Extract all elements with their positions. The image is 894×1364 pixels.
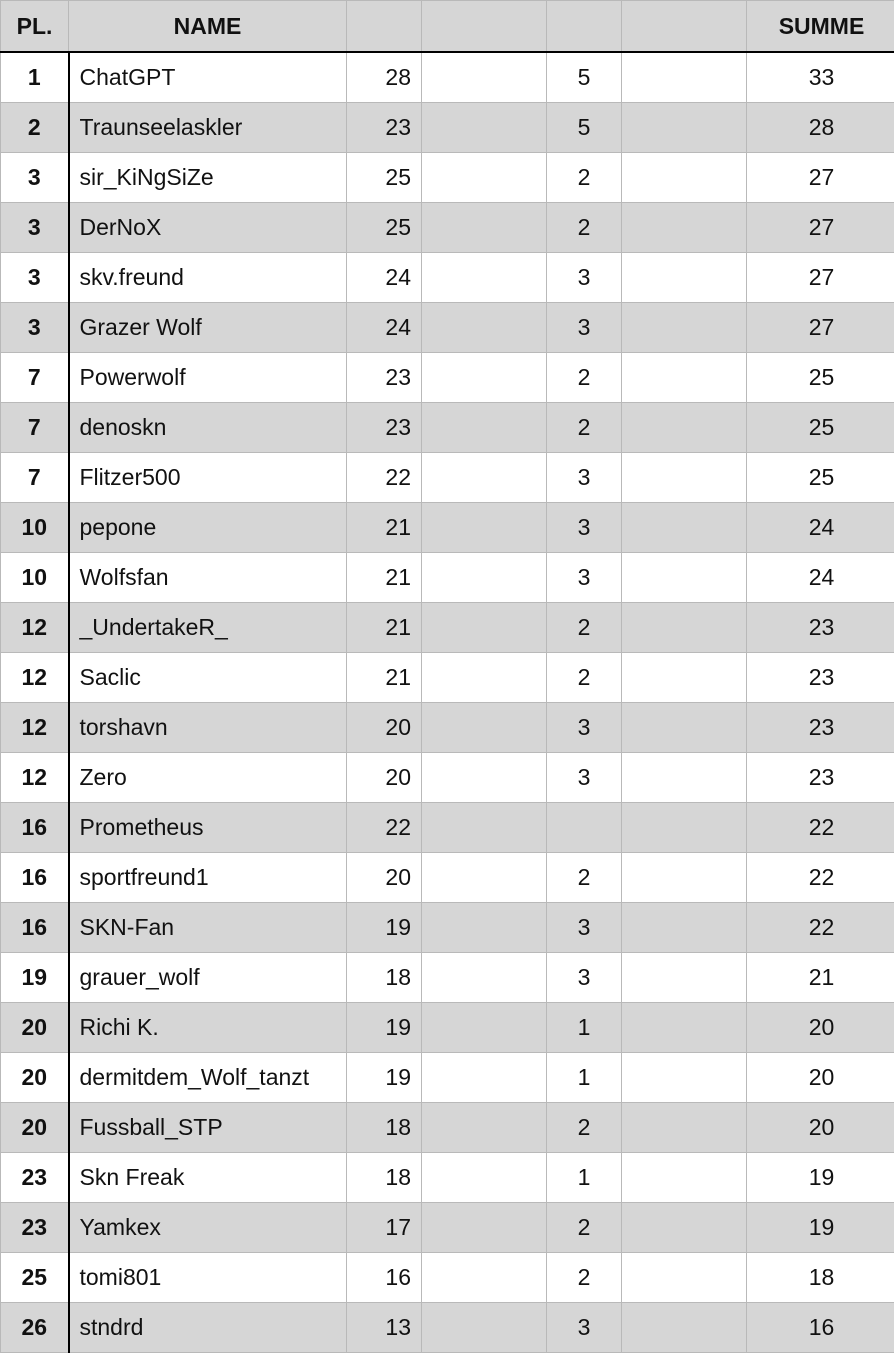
- cell-points-a: 21: [347, 653, 422, 703]
- cell-place: 3: [1, 253, 69, 303]
- table-row: [1, 153, 894, 203]
- cell-empty-col-4: [422, 503, 547, 553]
- cell-empty-col-4: [422, 753, 547, 803]
- cell-empty-col-6: [622, 503, 747, 553]
- cell-sum: 20: [747, 1103, 894, 1153]
- header-place: PL.: [1, 1, 69, 53]
- table-row: [1, 603, 894, 653]
- cell-sum: 20: [747, 1053, 894, 1103]
- cell-name: _UndertakeR_: [69, 603, 347, 653]
- cell-empty-col-4: [422, 803, 547, 853]
- cell-sum: 19: [747, 1203, 894, 1253]
- cell-place: 10: [1, 553, 69, 603]
- cell-sum: 25: [747, 453, 894, 503]
- cell-points-a: 20: [347, 703, 422, 753]
- cell-empty-col-4: [422, 353, 547, 403]
- cell-name: Traunseelaskler: [69, 103, 347, 153]
- cell-place: 19: [1, 953, 69, 1003]
- cell-name: grauer_wolf: [69, 953, 347, 1003]
- cell-points-b: 3: [547, 1303, 622, 1353]
- cell-points-b: 5: [547, 103, 622, 153]
- cell-points-b: [547, 803, 622, 853]
- cell-place: 25: [1, 1253, 69, 1303]
- header-column-3: [347, 1, 422, 53]
- cell-empty-col-4: [422, 453, 547, 503]
- cell-points-a: 21: [347, 603, 422, 653]
- cell-points-b: 1: [547, 1153, 622, 1203]
- cell-points-b: 3: [547, 703, 622, 753]
- cell-empty-col-4: [422, 703, 547, 753]
- cell-points-b: 1: [547, 1003, 622, 1053]
- cell-empty-col-4: [422, 903, 547, 953]
- cell-name: pepone: [69, 503, 347, 553]
- cell-empty-col-6: [622, 1103, 747, 1153]
- cell-empty-col-6: [622, 1153, 747, 1203]
- cell-empty-col-4: [422, 553, 547, 603]
- cell-empty-col-6: [622, 1003, 747, 1053]
- cell-empty-col-6: [622, 52, 747, 103]
- cell-empty-col-6: [622, 1053, 747, 1103]
- table-row: [1, 1103, 894, 1153]
- cell-name: Grazer Wolf: [69, 303, 347, 353]
- cell-place: 26: [1, 1303, 69, 1353]
- cell-sum: 33: [747, 52, 894, 103]
- cell-points-b: 2: [547, 603, 622, 653]
- cell-place: 10: [1, 503, 69, 553]
- cell-points-a: 21: [347, 553, 422, 603]
- cell-name: Powerwolf: [69, 353, 347, 403]
- cell-empty-col-6: [622, 553, 747, 603]
- cell-empty-col-6: [622, 753, 747, 803]
- header-column-4: [422, 1, 547, 53]
- cell-empty-col-6: [622, 1203, 747, 1253]
- cell-points-a: 21: [347, 503, 422, 553]
- cell-name: tomi801: [69, 1253, 347, 1303]
- cell-sum: 24: [747, 503, 894, 553]
- cell-empty-col-6: [622, 453, 747, 503]
- cell-empty-col-4: [422, 1053, 547, 1103]
- header-name: NAME: [69, 1, 347, 53]
- table-row: [1, 953, 894, 1003]
- table-row: [1, 703, 894, 753]
- cell-empty-col-4: [422, 1153, 547, 1203]
- cell-place: 7: [1, 403, 69, 453]
- cell-points-b: 2: [547, 1253, 622, 1303]
- cell-name: Flitzer500: [69, 453, 347, 503]
- cell-sum: 23: [747, 753, 894, 803]
- cell-place: 23: [1, 1203, 69, 1253]
- cell-empty-col-6: [622, 203, 747, 253]
- cell-sum: 19: [747, 1153, 894, 1203]
- cell-points-a: 22: [347, 803, 422, 853]
- cell-sum: 22: [747, 803, 894, 853]
- cell-empty-col-4: [422, 653, 547, 703]
- cell-name: sir_KiNgSiZe: [69, 153, 347, 203]
- cell-empty-col-6: [622, 353, 747, 403]
- table-row: [1, 1303, 894, 1353]
- cell-empty-col-6: [622, 803, 747, 853]
- header-column-5: [547, 1, 622, 53]
- cell-empty-col-6: [622, 1303, 747, 1353]
- cell-points-b: 3: [547, 553, 622, 603]
- table-row: [1, 1253, 894, 1303]
- cell-empty-col-4: [422, 203, 547, 253]
- table-row: [1, 52, 894, 103]
- cell-sum: 21: [747, 953, 894, 1003]
- table-row: [1, 653, 894, 703]
- cell-empty-col-4: [422, 303, 547, 353]
- cell-name: SKN-Fan: [69, 903, 347, 953]
- cell-name: Saclic: [69, 653, 347, 703]
- cell-points-b: 2: [547, 203, 622, 253]
- cell-points-b: 2: [547, 1103, 622, 1153]
- cell-name: Wolfsfan: [69, 553, 347, 603]
- table-row: [1, 753, 894, 803]
- table-row: [1, 903, 894, 953]
- cell-empty-col-4: [422, 953, 547, 1003]
- cell-points-a: 16: [347, 1253, 422, 1303]
- cell-name: denoskn: [69, 403, 347, 453]
- cell-sum: 25: [747, 353, 894, 403]
- cell-points-a: 13: [347, 1303, 422, 1353]
- cell-empty-col-6: [622, 103, 747, 153]
- cell-sum: 27: [747, 153, 894, 203]
- cell-points-a: 19: [347, 1053, 422, 1103]
- cell-sum: 25: [747, 403, 894, 453]
- cell-name: stndrd: [69, 1303, 347, 1353]
- cell-empty-col-4: [422, 1303, 547, 1353]
- table-row: [1, 803, 894, 853]
- table-row: [1, 1153, 894, 1203]
- cell-points-b: 2: [547, 353, 622, 403]
- cell-points-b: 3: [547, 253, 622, 303]
- cell-points-b: 3: [547, 453, 622, 503]
- cell-empty-col-6: [622, 953, 747, 1003]
- cell-points-a: 25: [347, 203, 422, 253]
- cell-empty-col-6: [622, 253, 747, 303]
- cell-name: Zero: [69, 753, 347, 803]
- table-row: [1, 503, 894, 553]
- cell-sum: 20: [747, 1003, 894, 1053]
- cell-place: 3: [1, 153, 69, 203]
- cell-place: 2: [1, 103, 69, 153]
- cell-empty-col-6: [622, 303, 747, 353]
- cell-empty-col-4: [422, 403, 547, 453]
- cell-empty-col-4: [422, 253, 547, 303]
- table-row: [1, 103, 894, 153]
- cell-sum: 27: [747, 203, 894, 253]
- cell-name: Skn Freak: [69, 1153, 347, 1203]
- table-row: [1, 203, 894, 253]
- cell-points-a: 17: [347, 1203, 422, 1253]
- cell-points-b: 2: [547, 153, 622, 203]
- cell-sum: 27: [747, 303, 894, 353]
- cell-points-a: 20: [347, 853, 422, 903]
- cell-place: 16: [1, 853, 69, 903]
- cell-place: 16: [1, 903, 69, 953]
- cell-name: ChatGPT: [69, 52, 347, 103]
- cell-empty-col-4: [422, 153, 547, 203]
- table-row: [1, 253, 894, 303]
- cell-points-a: 18: [347, 953, 422, 1003]
- cell-empty-col-6: [622, 403, 747, 453]
- cell-points-a: 18: [347, 1153, 422, 1203]
- cell-sum: 16: [747, 1303, 894, 1353]
- cell-sum: 23: [747, 703, 894, 753]
- cell-points-b: 2: [547, 853, 622, 903]
- cell-name: DerNoX: [69, 203, 347, 253]
- cell-place: 12: [1, 653, 69, 703]
- cell-points-a: 20: [347, 753, 422, 803]
- cell-empty-col-4: [422, 853, 547, 903]
- cell-sum: 23: [747, 653, 894, 703]
- cell-points-a: 22: [347, 453, 422, 503]
- table-row: [1, 453, 894, 503]
- cell-points-b: 3: [547, 903, 622, 953]
- cell-sum: 22: [747, 903, 894, 953]
- table-header: [1, 1, 894, 53]
- header-column-6: [622, 1, 747, 53]
- cell-sum: 22: [747, 853, 894, 903]
- cell-name: Fussball_STP: [69, 1103, 347, 1153]
- cell-place: 23: [1, 1153, 69, 1203]
- cell-points-a: 23: [347, 103, 422, 153]
- cell-points-b: 1: [547, 1053, 622, 1103]
- cell-name: Richi K.: [69, 1003, 347, 1053]
- cell-place: 12: [1, 703, 69, 753]
- cell-points-a: 24: [347, 253, 422, 303]
- cell-sum: 18: [747, 1253, 894, 1303]
- cell-empty-col-6: [622, 903, 747, 953]
- cell-empty-col-4: [422, 103, 547, 153]
- cell-points-b: 3: [547, 753, 622, 803]
- cell-place: 12: [1, 753, 69, 803]
- cell-points-b: 3: [547, 953, 622, 1003]
- cell-place: 1: [1, 52, 69, 103]
- cell-place: 12: [1, 603, 69, 653]
- cell-place: 7: [1, 353, 69, 403]
- cell-points-b: 3: [547, 303, 622, 353]
- cell-name: sportfreund1: [69, 853, 347, 903]
- table-row: [1, 1003, 894, 1053]
- cell-points-a: 28: [347, 52, 422, 103]
- cell-empty-col-4: [422, 1253, 547, 1303]
- cell-points-a: 19: [347, 903, 422, 953]
- cell-place: 20: [1, 1053, 69, 1103]
- cell-empty-col-6: [622, 153, 747, 203]
- cell-sum: 28: [747, 103, 894, 153]
- cell-sum: 24: [747, 553, 894, 603]
- table-row: [1, 553, 894, 603]
- cell-empty-col-4: [422, 1003, 547, 1053]
- cell-sum: 27: [747, 253, 894, 303]
- table-row: [1, 1203, 894, 1253]
- table-row: [1, 353, 894, 403]
- cell-name: dermitdem_Wolf_tanzt: [69, 1053, 347, 1103]
- cell-empty-col-6: [622, 853, 747, 903]
- cell-points-b: 2: [547, 653, 622, 703]
- cell-points-b: 2: [547, 1203, 622, 1253]
- cell-name: Yamkex: [69, 1203, 347, 1253]
- cell-empty-col-4: [422, 52, 547, 103]
- cell-name: torshavn: [69, 703, 347, 753]
- table-row: [1, 853, 894, 903]
- cell-name: skv.freund: [69, 253, 347, 303]
- cell-empty-col-6: [622, 703, 747, 753]
- cell-place: 7: [1, 453, 69, 503]
- cell-points-a: 23: [347, 403, 422, 453]
- cell-place: 20: [1, 1003, 69, 1053]
- table-row: [1, 403, 894, 453]
- table-row: [1, 1053, 894, 1103]
- cell-points-a: 19: [347, 1003, 422, 1053]
- cell-empty-col-6: [622, 1253, 747, 1303]
- cell-place: 3: [1, 303, 69, 353]
- header-sum: SUMME: [747, 1, 894, 53]
- cell-empty-col-4: [422, 1203, 547, 1253]
- cell-sum: 23: [747, 603, 894, 653]
- cell-points-b: 2: [547, 403, 622, 453]
- cell-place: 3: [1, 203, 69, 253]
- cell-place: 16: [1, 803, 69, 853]
- cell-points-a: 25: [347, 153, 422, 203]
- cell-empty-col-6: [622, 603, 747, 653]
- cell-points-a: 24: [347, 303, 422, 353]
- cell-points-b: 3: [547, 503, 622, 553]
- cell-empty-col-6: [622, 653, 747, 703]
- cell-empty-col-4: [422, 1103, 547, 1153]
- table-row: [1, 303, 894, 353]
- cell-points-a: 23: [347, 353, 422, 403]
- cell-points-a: 18: [347, 1103, 422, 1153]
- cell-place: 20: [1, 1103, 69, 1153]
- table-body: [1, 52, 894, 1353]
- cell-points-b: 5: [547, 52, 622, 103]
- cell-empty-col-4: [422, 603, 547, 653]
- cell-name: Prometheus: [69, 803, 347, 853]
- header-row: [1, 1, 894, 53]
